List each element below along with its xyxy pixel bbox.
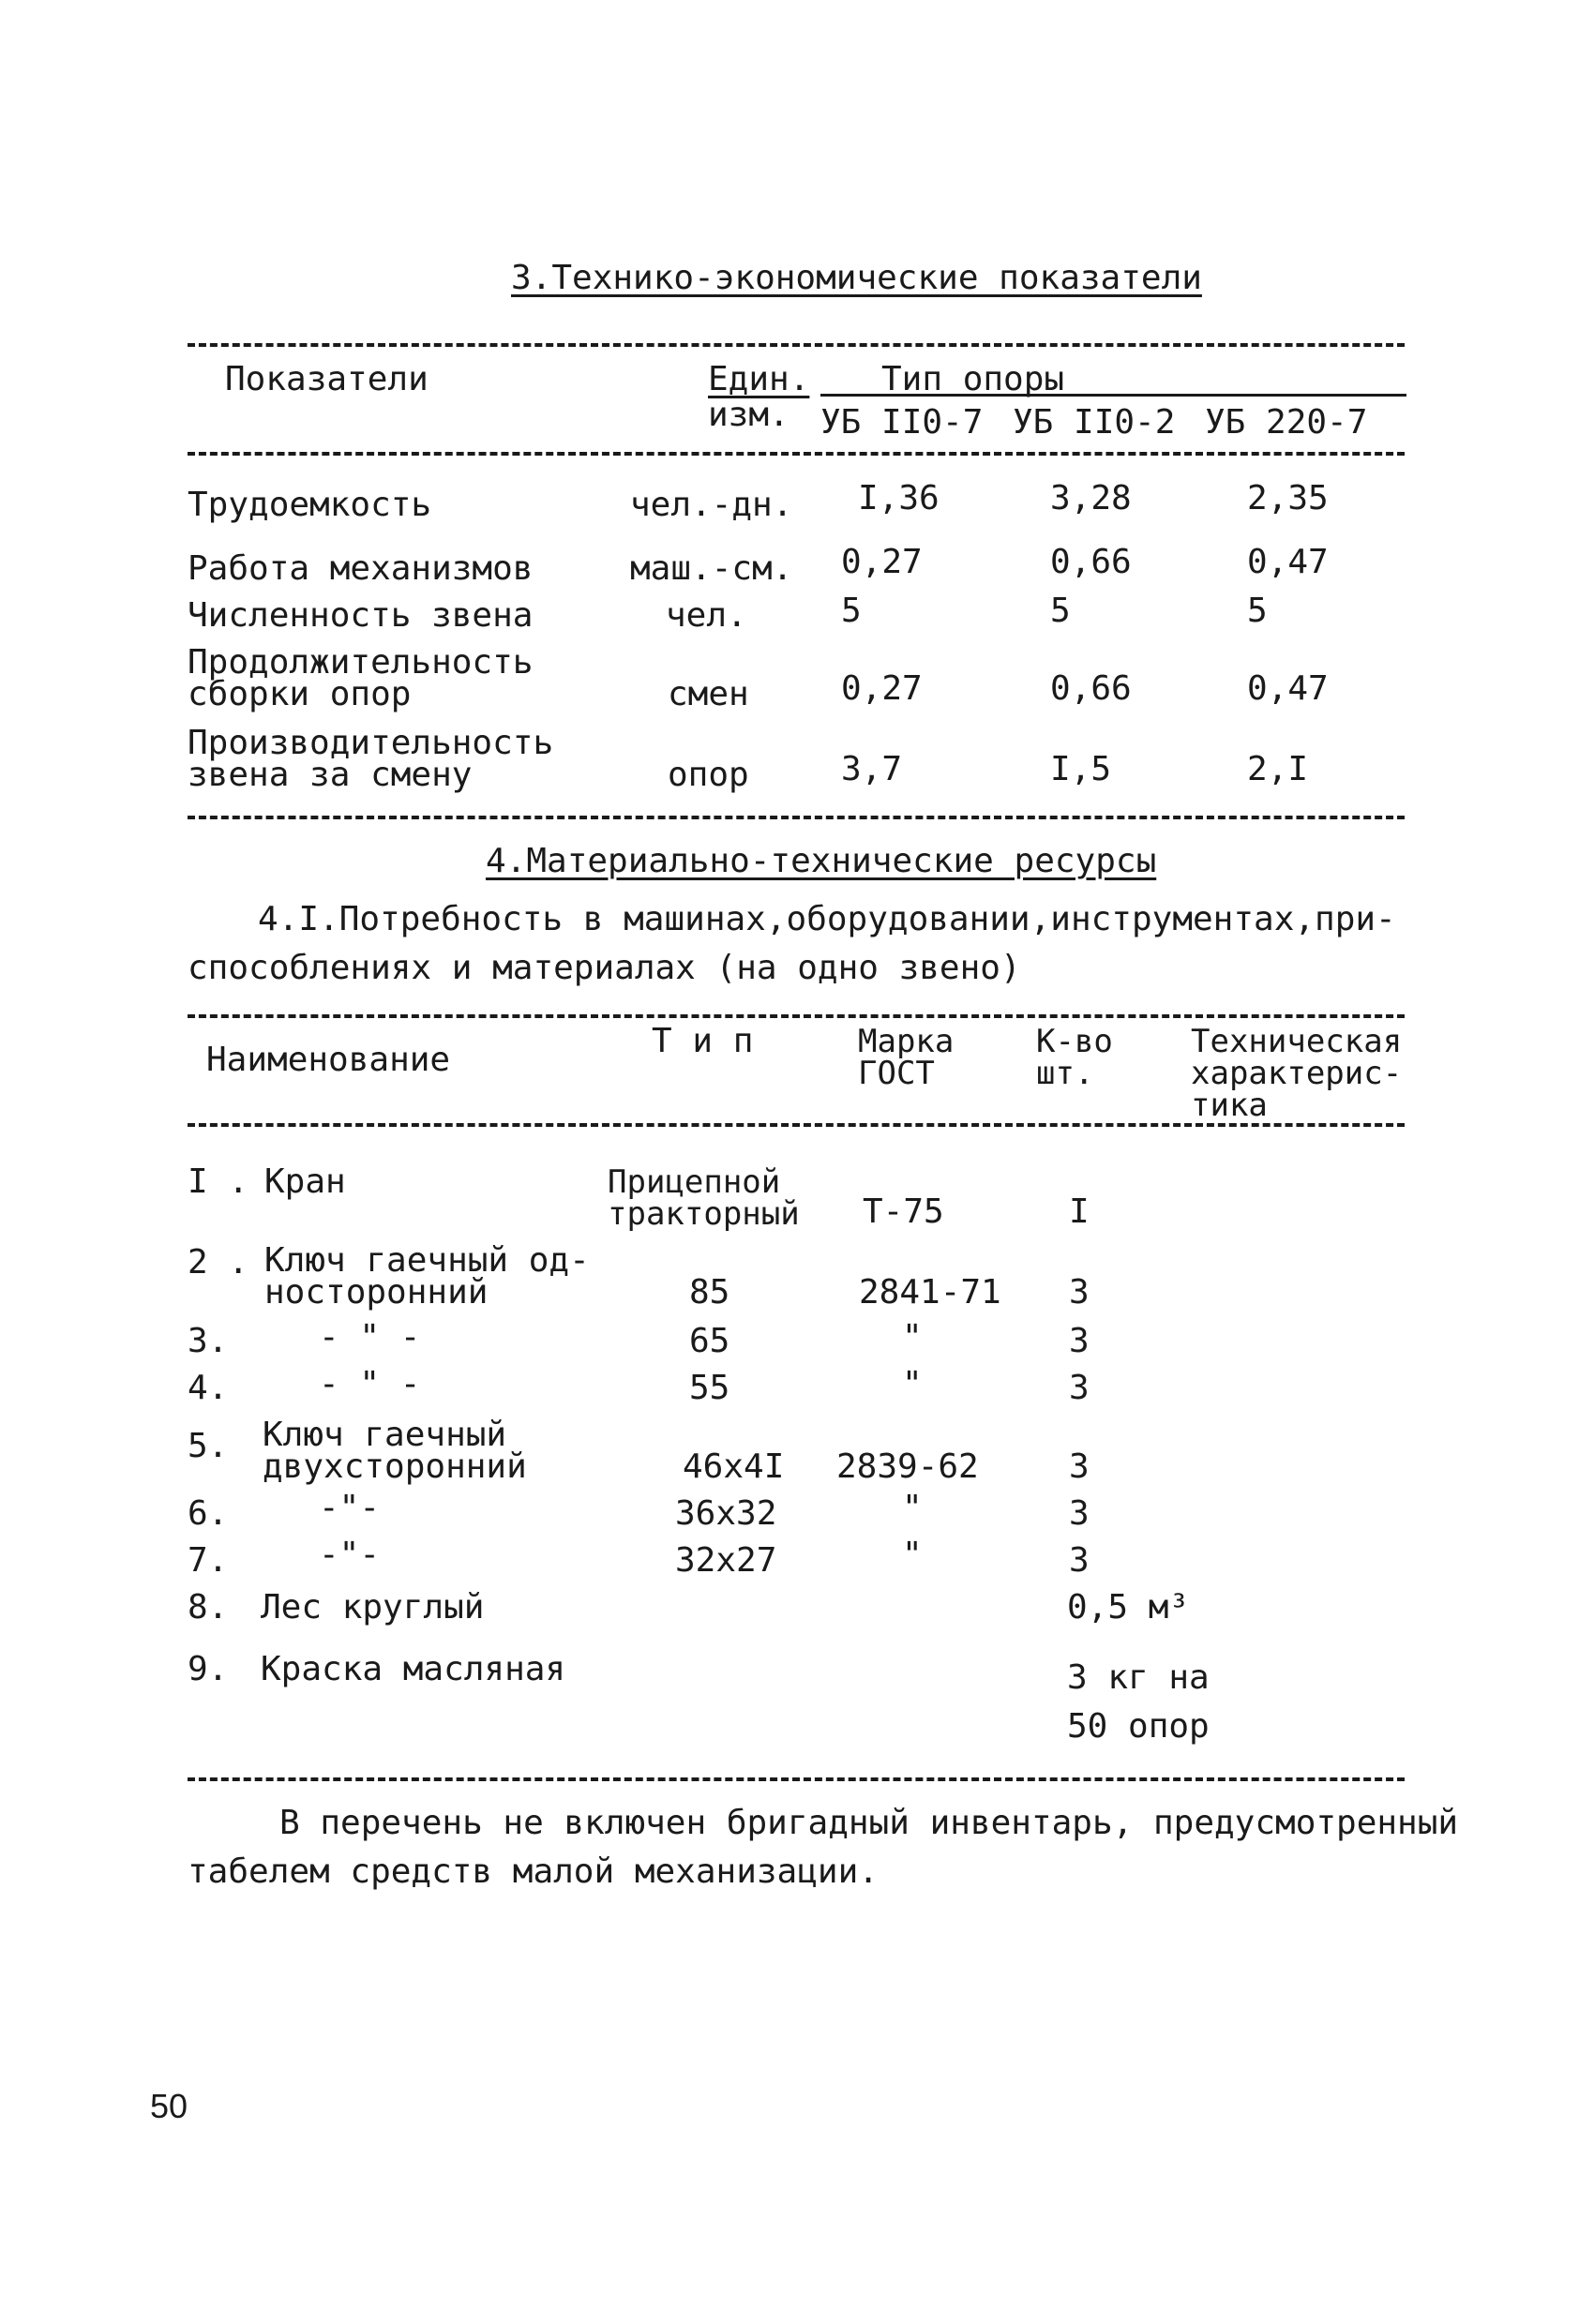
- table1-row-value: 0,27: [841, 669, 923, 708]
- table2-row-name: Ключ гаечный од- носторонний: [264, 1241, 590, 1312]
- table2-row-qty: 0,5 м³: [1067, 1588, 1190, 1627]
- table2-row-name: - " -: [319, 1318, 421, 1357]
- table1-row-name: Трудоемкость: [188, 486, 432, 524]
- table2-row-type: 65: [689, 1322, 730, 1360]
- table2-row-mark: ": [902, 1536, 923, 1574]
- table2-header-mark: Марка ГОСТ: [858, 1023, 955, 1092]
- table2-row-num: 6.: [188, 1494, 229, 1533]
- table2-row-type: 36х32: [675, 1494, 777, 1533]
- table2-row-name: Ключ гаечный двухсторонний: [263, 1416, 527, 1486]
- table2-row-type: Прицепной тракторный: [608, 1163, 800, 1233]
- table2-row-qty: 3: [1069, 1322, 1090, 1360]
- table2-row-num: 5.: [188, 1427, 229, 1465]
- table1-row-unit: смен: [668, 675, 749, 713]
- table2-row-qty: 3: [1069, 1273, 1090, 1312]
- table1-type-group-rule: [820, 394, 1406, 397]
- table2-header-type: Т и п: [652, 1022, 754, 1060]
- table1-row-value: 2,I: [1247, 750, 1309, 788]
- table1-row-unit: чел.: [666, 596, 747, 635]
- table1-row-value: 3,7: [841, 750, 903, 788]
- table1-row-value: 0,66: [1050, 543, 1132, 581]
- table2-row-num: 8.: [188, 1588, 229, 1627]
- section3-title: 3.Технико-экономические показатели: [511, 259, 1202, 297]
- section4-subtitle-line1: 4.I.Потребность в машинах,оборудовании,инструментах,при-: [258, 900, 1396, 938]
- table2-row-qty: 3: [1069, 1369, 1090, 1407]
- table2-row-qty: 3: [1069, 1494, 1090, 1533]
- table2-row-qty: 3: [1069, 1447, 1090, 1486]
- table2-row-name: -"-: [319, 1536, 381, 1574]
- table2-row-mark: 2839-62: [836, 1447, 979, 1486]
- table2-row-mark: ": [902, 1318, 923, 1357]
- table2-row-mark: Т-75: [863, 1192, 944, 1231]
- table1-row-value: 5: [1050, 592, 1071, 630]
- table2-row-num: 4.: [188, 1369, 229, 1407]
- table1-header-type-2: УБ II0-2: [1013, 403, 1176, 442]
- table2-header-tech: Техническая характерис- тика: [1191, 1023, 1403, 1124]
- table2-row-num: 7.: [188, 1541, 229, 1580]
- table1-row-value: I,5: [1050, 750, 1112, 788]
- table2-row-num: 9.: [188, 1650, 229, 1688]
- table2-row-type: 46х4I: [683, 1447, 785, 1486]
- table1-row-name: Продолжительность сборки опор: [188, 643, 534, 713]
- table2-row-name: -"-: [319, 1489, 381, 1527]
- table1-row-unit: маш.-см.: [630, 549, 793, 588]
- table1-row-value: 0,27: [841, 543, 923, 581]
- table2-top-rule: [188, 1014, 1405, 1018]
- table2-row-name: Лес круглый: [261, 1588, 485, 1627]
- table1-header-rule: [188, 452, 1405, 456]
- section4-title: 4.Материально-технические ресурсы: [486, 842, 1157, 880]
- table1-row-name: Работа механизмов: [188, 549, 534, 588]
- table1-row-value: 2,35: [1247, 479, 1329, 517]
- table2-row-qty: 3: [1069, 1541, 1090, 1580]
- table1-header-unit-2: изм.: [708, 396, 789, 434]
- table2-row-qty: 3 кг на 50 опор: [1067, 1658, 1210, 1746]
- table2-row-type: 55: [689, 1369, 730, 1407]
- table2-row-num: 2 .: [188, 1243, 249, 1282]
- table2-row-num: I .: [188, 1162, 249, 1201]
- page-number: 50: [150, 2087, 188, 2125]
- note-line1: В перечень не включен бригадный инвентарь, предусмотренный: [279, 1804, 1459, 1842]
- table2-row-mark: ": [902, 1365, 923, 1403]
- table1-row-value: 3,28: [1050, 479, 1132, 517]
- table1-header-indicator: Показатели: [225, 360, 429, 398]
- table1-header-type-3: УБ 220-7: [1205, 403, 1368, 442]
- table1-row-unit: чел.-дн.: [630, 486, 793, 524]
- table1-bottom-rule: [188, 816, 1405, 819]
- table1-row-value: 5: [841, 592, 862, 630]
- table2-row-type: 85: [689, 1273, 730, 1312]
- table2-row-name: Краска масляная: [261, 1650, 566, 1688]
- note-line2: табелем средств малой механизации.: [188, 1852, 879, 1891]
- table2-row-mark: ": [902, 1489, 923, 1527]
- table2-header-qty: К-во шт.: [1036, 1023, 1113, 1092]
- table2-row-mark: 2841-71: [859, 1273, 1001, 1312]
- table1-row-value: 0,47: [1247, 543, 1329, 581]
- table2-row-type: 32х27: [675, 1541, 777, 1580]
- table2-header-rule: [188, 1123, 1405, 1127]
- table2-bottom-rule: [188, 1777, 1405, 1781]
- table2-row-qty: I: [1069, 1192, 1090, 1231]
- table1-row-value: 0,47: [1247, 669, 1329, 708]
- table1-top-rule: [188, 343, 1405, 347]
- table2-row-name: - " -: [319, 1365, 421, 1403]
- table2-row-name: Кран: [264, 1162, 346, 1201]
- section4-subtitle-line2: способлениях и материалах (на одно звено): [188, 949, 1021, 987]
- table2-row-num: 3.: [188, 1322, 229, 1360]
- table1-row-value: 0,66: [1050, 669, 1132, 708]
- table1-header-type-1: УБ II0-7: [820, 403, 984, 442]
- table1-header-unit-1: Един.: [708, 360, 810, 398]
- table1-row-name: Производительность звена за смену: [188, 724, 554, 794]
- table1-row-unit: опор: [668, 756, 749, 794]
- table1-row-value: I,36: [858, 479, 940, 517]
- table1-row-name: Численность звена: [188, 596, 534, 635]
- table1-row-value: 5: [1247, 592, 1268, 630]
- table1-header-type-group: Тип опоры: [881, 360, 1065, 398]
- table2-header-name: Наименование: [206, 1041, 451, 1079]
